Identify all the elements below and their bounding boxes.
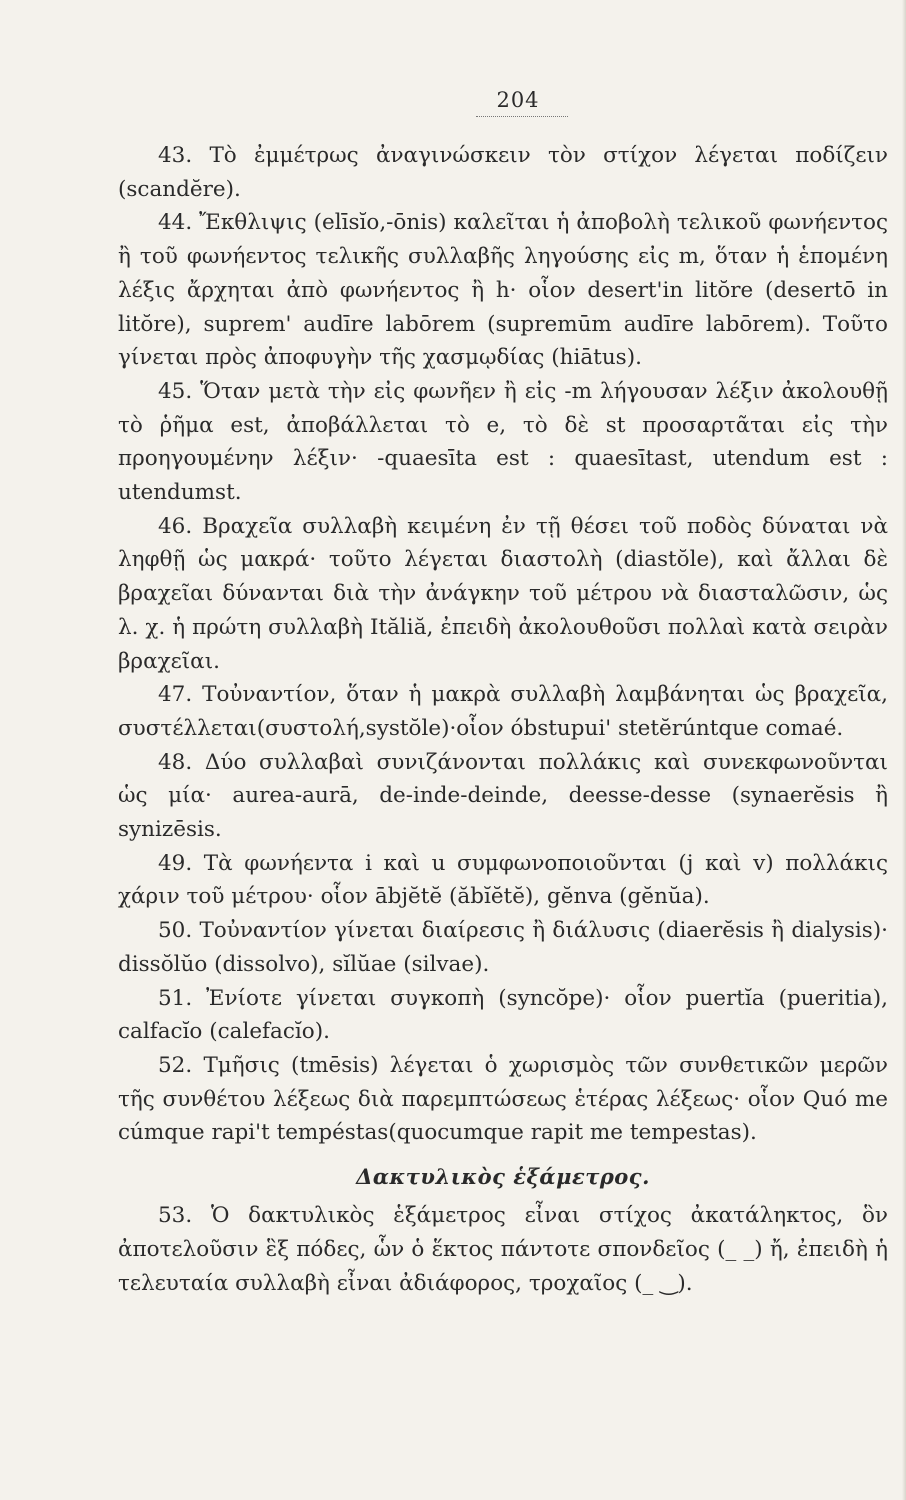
paragraph-45: 45. Ὅταν μετὰ τὴν εἰς φωνῆεν ἢ εἰς -m λήγουσαν λέξιν ἀκολουθῇ τὸ ῥῆμα est, ἀποβάλλεται τὸ e, τὸ δὲ st προσαρτᾶται εἰς τὴν προηγουμένην λέξιν· -quaesīta est : quaesītast, utendum est : utendumst. [118,378,888,506]
paragraph-43: 43. Τὸ ἐμμέτρως ἀναγινώσκειν τὸν στίχον λέγεται ποδίζειν (scandĕre). [118,143,888,202]
paragraph-52: 52. Τμῆσις (tmēsis) λέγεται ὁ χωρισμὸς τῶν συνθετικῶν μερῶν τῆς συνθέτου λέξεως διὰ παρεμπτώσεως ἑτέρας λέξεως· οἷον Quó me cúmque rapi't tempéstas(quocumque rapit me tempestas). [118,1052,888,1146]
paragraph-47: 47. Τοὐναντίον, ὅταν ἡ μακρὰ συλλαβὴ λαμβάνηται ὡς βραχεῖα, συστέλλεται(συστολή,systŏle)·οἷον óbstupui' stetĕrúntque comaé. [118,682,888,741]
paragraph-51: 51. Ἐνίοτε γίνεται συγκοπὴ (syncŏpe)· οἷον puertĭa (pueritia), calfacĭo (calefacĭo). [118,985,888,1045]
paragraph-50: 50. Τοὐναντίον γίνεται διαίρεσις ἢ διάλυσις (diaerĕsis ἢ dialysis)· dissŏlŭo (dissolvo), sĭlŭae (silvae). [118,918,888,977]
paragraph-49: 49. Τὰ φωνήεντα i καὶ u συμφωνοποιοῦνται (j καὶ v) πολλάκις χάριν τοῦ μέτρου· οἷον ābjĕtĕ (ăbĭĕtĕ), gĕnva (gĕnŭa). [118,850,888,910]
paragraph-44: 44. Ἔκθλιψις (elīsĭo,-ōnis) καλεῖται ἡ ἀποβολὴ τελικοῦ φωνήεντος ἢ τοῦ φωνήεντος τελικῆς συλλαβῆς ληγούσης εἰς m, ὅταν ἡ ἑπομένη λέξις ἄρχηται ἀπὸ φωνήεντος ἢ h· οἷον desert'in litŏre (desertō in litŏre), suprem' audīre labōrem (supremūm audīre labōrem). Τοῦτο γίνεται πρὸς ἀποφυγὴν τῆς χασμῳδίας (hiātus). [118,210,888,371]
page-edge-shadow [902,0,906,1500]
paragraph-46: 46. Βραχεῖα συλλαβὴ κειμένη ἐν τῇ θέσει τοῦ ποδὸς δύναται νὰ ληφθῇ ὡς μακρά· τοῦτο λέγεται διαστολὴ (diastŏle), καὶ ἄλλαι δὲ βραχεῖαι δύνανται διὰ τὴν ἀνάγκην τοῦ μέτρου νὰ διασταλῶσιν, ὡς λ. χ. ἡ πρώτη συλλαβὴ Ităliă, ἐπειδὴ ἀκολουθοῦσι πολλαὶ κατὰ σειρὰν βραχεῖαι. [118,513,888,674]
page-number: 204 [496,88,540,112]
section-title: Δακτυλικὸς ἑξάμετρος. [356,1164,650,1190]
paragraph-53: 53. Ὁ δακτυλικὸς ἑξάμετρος εἶναι στίχος ἀκατάληκτος, ὃν ἀποτελοῦσιν ἓξ πόδες, ὧν ὁ ἕκτος πάντοτε σπονδεῖος (_ _) ἤ, ἐπειδὴ ἡ τελευταία συλλαβὴ εἶναι ἀδιάφορος, τροχαῖος (_ ‿). [118,1203,888,1296]
page-number-rule [476,116,568,117]
paragraph-48: 48. Δύο συλλαβαὶ συνιζάνονται πολλάκις καὶ συνεκφωνοῦνται ὡς μία· aurea-aurā, de-inde-deinde, deesse-desse (synaerĕsis ἢ synizēsis. [118,749,888,843]
